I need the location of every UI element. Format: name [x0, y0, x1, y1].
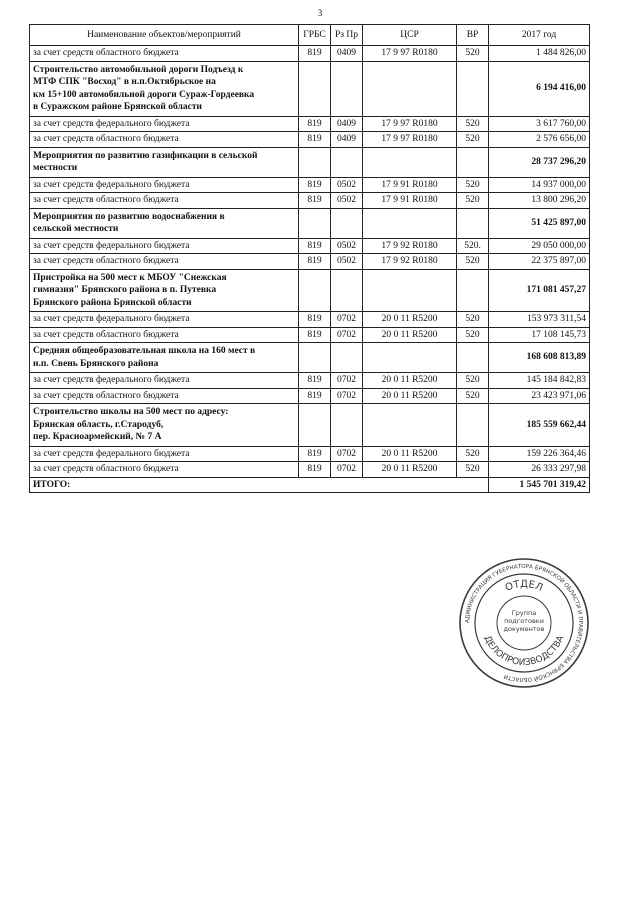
header-year: 2017 год — [489, 25, 590, 46]
amount-cell: 153 973 311,54 — [489, 312, 590, 328]
rzpr-cell: 0702 — [331, 446, 363, 462]
vr-cell: 520. — [457, 238, 489, 254]
official-stamp — [458, 557, 590, 689]
empty-cell — [299, 404, 331, 447]
object-name — [30, 269, 299, 312]
header-name: Наименование объектов/мероприятий — [30, 25, 299, 46]
csr-cell: 20 0 11 R5200 — [363, 327, 457, 343]
vr-cell: 520 — [457, 462, 489, 478]
empty-cell — [331, 404, 363, 447]
source-name: за счет средств областного бюджета — [30, 388, 299, 404]
csr-cell: 17 9 97 R0180 — [363, 46, 457, 62]
table-row-source — [30, 116, 590, 132]
rzpr-cell: 0702 — [331, 312, 363, 328]
source-name: за счет средств федерального бюджета — [30, 177, 299, 193]
table-row-object — [30, 147, 590, 177]
empty-cell — [299, 343, 331, 373]
table-row-object — [30, 208, 590, 238]
grbs-cell: 819 — [299, 254, 331, 270]
vr-cell: 520 — [457, 193, 489, 209]
budget-table — [29, 24, 590, 493]
object-amount: 6 194 416,00 — [489, 61, 590, 116]
object-name-line: Брянского района Брянской области — [33, 297, 192, 308]
source-name: за счет средств федерального бюджета — [30, 116, 299, 132]
header-rzpr: Рз Пр — [331, 25, 363, 46]
source-name: за счет средств областного бюджета — [30, 462, 299, 478]
table-header-row — [30, 25, 590, 46]
object-name-line: Брянская область, г.Стародуб, — [33, 419, 164, 430]
csr-cell: 20 0 11 R5200 — [363, 312, 457, 328]
empty-cell — [331, 208, 363, 238]
object-name-line: местности — [33, 163, 78, 173]
table-row-source — [30, 193, 590, 209]
object-amount: 168 608 813,89 — [489, 343, 590, 373]
total-amount: 1 545 701 319,42 — [489, 477, 590, 493]
rzpr-cell: 0702 — [331, 462, 363, 478]
stamp-department-text: ОТДЕЛ — [503, 578, 545, 594]
empty-cell — [299, 147, 331, 177]
vr-cell: 520 — [457, 177, 489, 193]
object-name — [30, 208, 299, 238]
object-name-line: Мероприятия по развитию газификации в сельской — [33, 150, 258, 161]
grbs-cell: 819 — [299, 462, 331, 478]
csr-cell: 20 0 11 R5200 — [363, 462, 457, 478]
empty-cell — [457, 147, 489, 177]
csr-cell: 20 0 11 R5200 — [363, 388, 457, 404]
table-row-source — [30, 327, 590, 343]
amount-cell: 1 484 826,00 — [489, 46, 590, 62]
table-row-source — [30, 462, 590, 478]
object-name-line: Мероприятия по развитию водоснабжения в — [33, 211, 225, 222]
header-vr: ВР — [457, 25, 489, 46]
source-name: за счет средств федерального бюджета — [30, 238, 299, 254]
source-name: за счет средств федерального бюджета — [30, 312, 299, 328]
page-number: 3 — [317, 8, 323, 18]
object-name — [30, 147, 299, 177]
table-row-source — [30, 373, 590, 389]
table-row-object — [30, 343, 590, 373]
empty-cell — [299, 208, 331, 238]
csr-cell: 17 9 92 R0180 — [363, 238, 457, 254]
object-name-line: гимназия" Брянского района в п. Путевка — [33, 285, 217, 295]
object-name — [30, 61, 299, 116]
rzpr-cell: 0409 — [331, 46, 363, 62]
empty-cell — [457, 269, 489, 312]
rzpr-cell: 0502 — [331, 177, 363, 193]
csr-cell: 20 0 11 R5200 — [363, 373, 457, 389]
grbs-cell: 819 — [299, 373, 331, 389]
vr-cell: 520 — [457, 116, 489, 132]
table-row-source — [30, 177, 590, 193]
amount-cell: 26 333 297,98 — [489, 462, 590, 478]
grbs-cell: 819 — [299, 193, 331, 209]
empty-cell — [457, 208, 489, 238]
stamp-division-text: ДЕЛОПРОИЗВОДСТВА — [481, 634, 567, 669]
object-amount: 51 425 897,00 — [489, 208, 590, 238]
source-name: за счет средств областного бюджета — [30, 193, 299, 209]
empty-cell — [331, 147, 363, 177]
empty-cell — [457, 343, 489, 373]
grbs-cell: 819 — [299, 327, 331, 343]
vr-cell: 520 — [457, 388, 489, 404]
amount-cell: 14 937 000,00 — [489, 177, 590, 193]
table-row-source — [30, 312, 590, 328]
empty-cell — [331, 269, 363, 312]
object-name-line: сельской местности — [33, 224, 119, 234]
header-grbs: ГРБС — [299, 25, 331, 46]
table-row-source — [30, 238, 590, 254]
amount-cell: 23 423 971,06 — [489, 388, 590, 404]
rzpr-cell: 0409 — [331, 132, 363, 148]
grbs-cell: 819 — [299, 388, 331, 404]
rzpr-cell: 0502 — [331, 254, 363, 270]
object-amount: 171 081 457,27 — [489, 269, 590, 312]
object-name-line: в Суражском районе Брянской области — [33, 102, 202, 112]
table-row-object — [30, 269, 590, 312]
amount-cell: 17 108 145,73 — [489, 327, 590, 343]
vr-cell: 520 — [457, 254, 489, 270]
table-row-source — [30, 46, 590, 62]
object-name — [30, 404, 299, 447]
amount-cell: 145 184 842,83 — [489, 373, 590, 389]
vr-cell: 520 — [457, 46, 489, 62]
csr-cell: 17 9 97 R0180 — [363, 116, 457, 132]
grbs-cell: 819 — [299, 446, 331, 462]
rzpr-cell: 0702 — [331, 373, 363, 389]
grbs-cell: 819 — [299, 46, 331, 62]
source-name: за счет средств федерального бюджета — [30, 373, 299, 389]
table-body — [30, 46, 590, 478]
vr-cell: 520 — [457, 327, 489, 343]
source-name: за счет средств областного бюджета — [30, 327, 299, 343]
empty-cell — [363, 208, 457, 238]
object-name-line: Строительство школы на 500 мест по адресу: — [33, 407, 229, 417]
total-row — [30, 477, 590, 493]
object-amount: 28 737 296,20 — [489, 147, 590, 177]
source-name: за счет средств областного бюджета — [30, 254, 299, 270]
empty-cell — [363, 404, 457, 447]
table-row-source — [30, 388, 590, 404]
object-name-line: км 15+100 автомобильной дороги Сураж-Гордеевка — [33, 89, 255, 100]
amount-cell: 13 800 296,20 — [489, 193, 590, 209]
object-name-line: Строительство автомобильной дороги Подъезд к — [33, 64, 244, 75]
csr-cell: 17 9 97 R0180 — [363, 132, 457, 148]
grbs-cell: 819 — [299, 312, 331, 328]
grbs-cell: 819 — [299, 177, 331, 193]
vr-cell: 520 — [457, 132, 489, 148]
object-name-line: Средняя общеобразовательная школа на 160 мест в — [33, 346, 256, 356]
source-name: за счет средств федерального бюджета — [30, 446, 299, 462]
table-row-source — [30, 132, 590, 148]
table-row-object — [30, 61, 590, 116]
object-amount: 185 559 662,44 — [489, 404, 590, 447]
empty-cell — [331, 343, 363, 373]
object-name-line: Пристройка на 500 мест к МБОУ "Снежская — [33, 272, 227, 283]
empty-cell — [457, 404, 489, 447]
empty-cell — [363, 147, 457, 177]
table-row-source — [30, 446, 590, 462]
object-name-line: пер. Красноармейский, № 7 А — [33, 432, 162, 442]
grbs-cell: 819 — [299, 116, 331, 132]
amount-cell: 3 617 760,00 — [489, 116, 590, 132]
table-row-object — [30, 404, 590, 447]
source-name: за счет средств областного бюджета — [30, 132, 299, 148]
amount-cell: 22 375 897,00 — [489, 254, 590, 270]
table-row-source — [30, 254, 590, 270]
csr-cell: 20 0 11 R5200 — [363, 446, 457, 462]
empty-cell — [457, 61, 489, 116]
empty-cell — [363, 343, 457, 373]
rzpr-cell: 0502 — [331, 238, 363, 254]
empty-cell — [299, 61, 331, 116]
rzpr-cell: 0702 — [331, 388, 363, 404]
rzpr-cell: 0702 — [331, 327, 363, 343]
csr-cell: 17 9 91 R0180 — [363, 193, 457, 209]
header-csr: ЦСР — [363, 25, 457, 46]
vr-cell: 520 — [457, 446, 489, 462]
object-name — [30, 343, 299, 373]
csr-cell: 17 9 92 R0180 — [363, 254, 457, 270]
rzpr-cell: 0409 — [331, 116, 363, 132]
amount-cell: 2 576 656,00 — [489, 132, 590, 148]
source-name: за счет средств областного бюджета — [30, 46, 299, 62]
empty-cell — [331, 61, 363, 116]
stamp-outer-text: АДМИНИСТРАЦИЯ ГУБЕРНАТОРА БРЯНСКОЙ ОБЛАСТИ И ПРАВИТЕЛЬСТВА БРЯНСКОЙ ОБЛАСТИ — [464, 563, 584, 683]
amount-cell: 159 226 364,46 — [489, 446, 590, 462]
grbs-cell: 819 — [299, 132, 331, 148]
amount-cell: 29 050 000,00 — [489, 238, 590, 254]
csr-cell: 17 9 91 R0180 — [363, 177, 457, 193]
empty-cell — [363, 61, 457, 116]
vr-cell: 520 — [457, 373, 489, 389]
object-name-line: МТФ СПК "Восход" в н.п.Октябрьское на — [33, 77, 216, 87]
object-name-line: н.п. Свень Брянского района — [33, 358, 159, 369]
empty-cell — [363, 269, 457, 312]
empty-cell — [299, 269, 331, 312]
total-label: ИТОГО: — [30, 477, 489, 493]
vr-cell: 520 — [457, 312, 489, 328]
stamp-center-text: Группа подготовки документов — [503, 609, 545, 633]
grbs-cell: 819 — [299, 238, 331, 254]
rzpr-cell: 0502 — [331, 193, 363, 209]
